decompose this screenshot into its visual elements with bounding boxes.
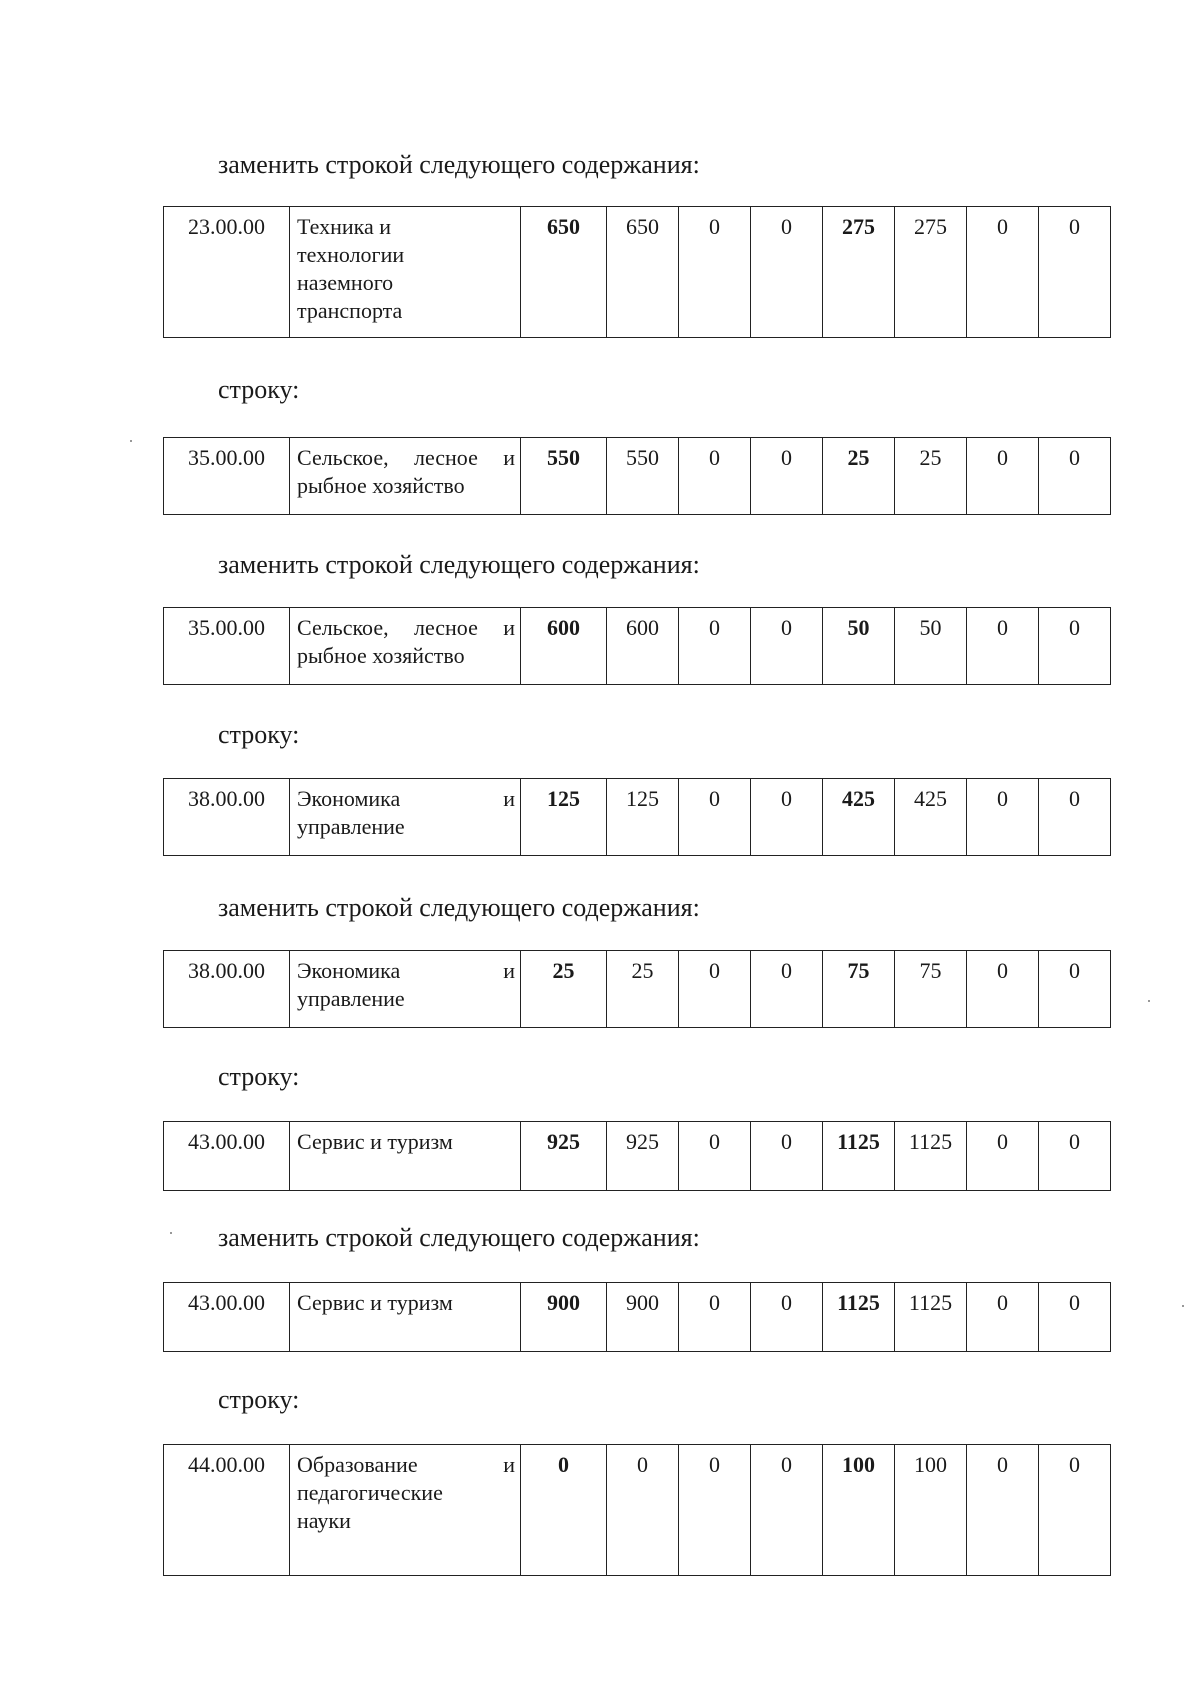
row-name-line: Экономика и [297, 958, 515, 983]
row-name [290, 1445, 521, 1576]
value-cell: 75 [895, 951, 967, 1028]
row-code: 35.00.00 [164, 608, 290, 685]
row-name-line: наземного [297, 270, 394, 295]
value-cell: 0 [1039, 608, 1111, 685]
value-cell: 0 [679, 1283, 751, 1352]
value-cell: 100 [823, 1445, 895, 1576]
row-name-line: управление [297, 986, 405, 1011]
value-cell: 275 [895, 207, 967, 338]
row-code: 38.00.00 [164, 779, 290, 856]
value-cell: 1125 [823, 1122, 895, 1191]
value-cell: 0 [751, 951, 823, 1028]
table-row-44-00-00-old [163, 1444, 1111, 1576]
row-name [290, 1122, 521, 1191]
row-name-line: рыбное хозяйство [297, 643, 465, 668]
value-cell: 0 [751, 207, 823, 338]
value-cell: 0 [751, 438, 823, 515]
row-code: 38.00.00 [164, 951, 290, 1028]
value-cell: 0 [679, 951, 751, 1028]
scan-speck [1148, 1000, 1150, 1002]
value-cell: 925 [607, 1122, 679, 1191]
row-name-line: технологии [297, 242, 405, 267]
value-cell: 0 [967, 608, 1039, 685]
value-cell: 50 [823, 608, 895, 685]
row-code: 43.00.00 [164, 1283, 290, 1352]
value-cell: 0 [1039, 779, 1111, 856]
value-cell: 100 [895, 1445, 967, 1576]
row-code: 44.00.00 [164, 1445, 290, 1576]
value-cell: 1125 [895, 1283, 967, 1352]
value-cell: 0 [967, 1445, 1039, 1576]
table-row-35-00-00-new [163, 607, 1111, 685]
value-cell: 125 [607, 779, 679, 856]
value-cell: 900 [607, 1283, 679, 1352]
value-cell: 550 [521, 438, 607, 515]
value-cell: 0 [679, 779, 751, 856]
value-cell: 0 [967, 1283, 1039, 1352]
row-code: 23.00.00 [164, 207, 290, 338]
row-name [290, 1283, 521, 1352]
value-cell: 900 [521, 1283, 607, 1352]
table-row-38-00-00-old [163, 778, 1111, 856]
value-cell: 75 [823, 951, 895, 1028]
value-cell: 0 [679, 207, 751, 338]
row-name-line: управление [297, 814, 405, 839]
value-cell: 425 [823, 779, 895, 856]
table-row-23-00-00-new [163, 206, 1111, 338]
row-name-line: Экономика и [297, 786, 515, 811]
row-phrase: строку: [218, 720, 300, 749]
value-cell: 0 [679, 438, 751, 515]
value-cell: 0 [967, 207, 1039, 338]
row-name-line: Сервис и туризм [297, 1129, 453, 1154]
row-code: 35.00.00 [164, 438, 290, 515]
row-name-line: науки [297, 1508, 351, 1533]
replace-phrase: заменить строкой следующего содержания: [218, 150, 700, 179]
value-cell: 25 [895, 438, 967, 515]
value-cell: 0 [751, 779, 823, 856]
value-cell: 0 [679, 1445, 751, 1576]
value-cell: 25 [607, 951, 679, 1028]
scan-speck [130, 440, 132, 442]
table-row-43-00-00-old [163, 1121, 1111, 1191]
value-cell: 275 [823, 207, 895, 338]
row-name [290, 608, 521, 685]
row-code: 43.00.00 [164, 1122, 290, 1191]
row-name-line: транспорта [297, 298, 403, 323]
row-name [290, 207, 521, 338]
value-cell: 0 [751, 1445, 823, 1576]
value-cell: 600 [607, 608, 679, 685]
scan-speck [1182, 1305, 1184, 1307]
row-name-line: педагогические [297, 1480, 443, 1505]
value-cell: 125 [521, 779, 607, 856]
value-cell: 425 [895, 779, 967, 856]
value-cell: 0 [1039, 438, 1111, 515]
value-cell: 25 [823, 438, 895, 515]
value-cell: 925 [521, 1122, 607, 1191]
value-cell: 0 [967, 1122, 1039, 1191]
value-cell: 0 [1039, 1283, 1111, 1352]
value-cell: 1125 [823, 1283, 895, 1352]
row-phrase: строку: [218, 1062, 300, 1091]
replace-phrase: заменить строкой следующего содержания: [218, 1223, 700, 1252]
table-row-43-00-00-new [163, 1282, 1111, 1352]
replace-phrase: заменить строкой следующего содержания: [218, 550, 700, 579]
value-cell: 0 [967, 779, 1039, 856]
table-row-38-00-00-new [163, 950, 1111, 1028]
row-name-line: Сельское, лесное и [297, 445, 515, 470]
value-cell: 0 [751, 608, 823, 685]
value-cell: 0 [521, 1445, 607, 1576]
value-cell: 0 [1039, 1445, 1111, 1576]
value-cell: 0 [751, 1283, 823, 1352]
row-name [290, 779, 521, 856]
replace-phrase: заменить строкой следующего содержания: [218, 893, 700, 922]
value-cell: 1125 [895, 1122, 967, 1191]
value-cell: 650 [607, 207, 679, 338]
row-name [290, 951, 521, 1028]
value-cell: 550 [607, 438, 679, 515]
value-cell: 0 [607, 1445, 679, 1576]
row-name-line: рыбное хозяйство [297, 473, 465, 498]
value-cell: 25 [521, 951, 607, 1028]
value-cell: 0 [1039, 207, 1111, 338]
scan-speck [170, 1232, 172, 1234]
row-phrase: строку: [218, 1385, 300, 1414]
value-cell: 0 [679, 1122, 751, 1191]
row-name-line: Сервис и туризм [297, 1290, 453, 1315]
value-cell: 0 [1039, 951, 1111, 1028]
value-cell: 0 [1039, 1122, 1111, 1191]
value-cell: 0 [967, 951, 1039, 1028]
row-phrase: строку: [218, 375, 300, 404]
value-cell: 0 [751, 1122, 823, 1191]
row-name [290, 438, 521, 515]
row-name-line: Образование и [297, 1452, 515, 1477]
row-name-line: Сельское, лесное и [297, 615, 515, 640]
value-cell: 650 [521, 207, 607, 338]
value-cell: 0 [967, 438, 1039, 515]
value-cell: 0 [679, 608, 751, 685]
value-cell: 600 [521, 608, 607, 685]
value-cell: 50 [895, 608, 967, 685]
row-name-line: Техника и [297, 214, 392, 239]
table-row-35-00-00-old [163, 437, 1111, 515]
